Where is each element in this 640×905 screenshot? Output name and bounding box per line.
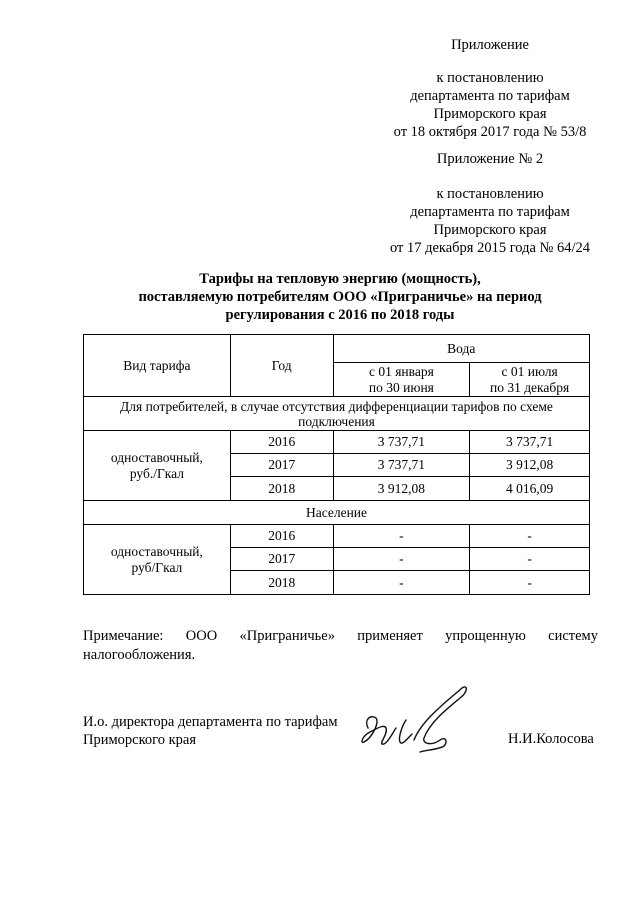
value-cell: 3 912,08 [470,454,590,477]
value-cell: 3 912,08 [333,477,470,501]
value-cell: - [470,548,590,571]
year-cell: 2018 [230,571,333,595]
tariff-table [83,334,590,595]
tariff-type-unit: руб/Гкал [131,559,183,575]
appendix-date-number: от 18 октября 2017 года № 53/8 [393,124,587,140]
value-cell: 3 737,71 [470,431,590,454]
header-period-1 [333,363,470,397]
header-tariff-type: Вид тарифа [84,335,231,397]
signatory-position [83,713,338,749]
year-cell: 2016 [230,431,333,454]
note-word: Примечание: [83,628,164,644]
handwritten-signature [350,680,490,770]
value-cell: - [333,525,470,548]
note-word: упрощенную [445,628,526,644]
note-line [83,627,598,646]
year-cell: 2016 [230,525,333,548]
tariff-type-unit: руб./Гкал [129,465,184,481]
header-water: Вода [333,335,589,363]
title-line: поставляемую потребителям ООО «Приграничье» на период [138,289,542,305]
section-title: Для потребителей, в случае отсутствия дифференциации тарифов по схеме подключения [84,397,590,431]
tariff-type-line: одноставочный, [110,543,203,559]
note-word: ООО [185,628,218,644]
value-cell: - [470,525,590,548]
note-paragraph [83,627,598,665]
value-cell: 3 737,71 [333,454,470,477]
appendix-title: Приложение № 2 [436,151,544,167]
appendix-line: Приморского края [433,106,547,122]
value-cell: - [333,548,470,571]
appendix-line: к постановлению [436,186,544,202]
period-1-end: по 30 июня [368,379,434,395]
appendix-line: Приморского края [433,222,547,238]
appendix-line: департамента по тарифам [410,204,570,220]
value-cell: - [470,571,590,595]
tariff-type-cell [84,525,231,595]
appendix-line: департамента по тарифам [410,88,570,104]
tariff-type-cell [84,431,231,501]
value-cell: 4 016,09 [470,477,590,501]
note-line: налогообложения. [83,647,196,663]
appendix-header-original [372,150,608,257]
section-title: Население [84,501,590,525]
title-line: Тарифы на тепловую энергию (мощность), [199,271,481,287]
appendix-header-current [380,36,600,141]
period-1-start: с 01 января [368,363,434,379]
period-2-start: с 01 июля [501,363,558,379]
year-cell: 2017 [230,454,333,477]
value-cell: - [333,571,470,595]
period-2-end: по 31 декабря [489,379,570,395]
appendix-line: к постановлению [436,70,544,86]
note-word: систему [548,628,598,644]
note-word: «Приграничье» [239,628,335,644]
document-title [100,270,580,324]
year-cell: 2017 [230,548,333,571]
signatory-position-line: И.о. директора департамента по тарифам [83,714,338,730]
signatory-position-line: Приморского края [83,732,197,748]
title-line: регулирования с 2016 по 2018 годы [225,307,455,323]
signatory-name: Н.И.Колосова [508,731,594,747]
appendix-date-number: от 17 декабря 2015 года № 64/24 [389,240,591,256]
tariff-type-line: одноставочный, [110,449,203,465]
appendix-title: Приложение [451,37,529,53]
year-cell: 2018 [230,477,333,501]
header-year: Год [230,335,333,397]
value-cell: 3 737,71 [333,431,470,454]
header-period-2 [470,363,590,397]
note-word: применяет [357,628,423,644]
